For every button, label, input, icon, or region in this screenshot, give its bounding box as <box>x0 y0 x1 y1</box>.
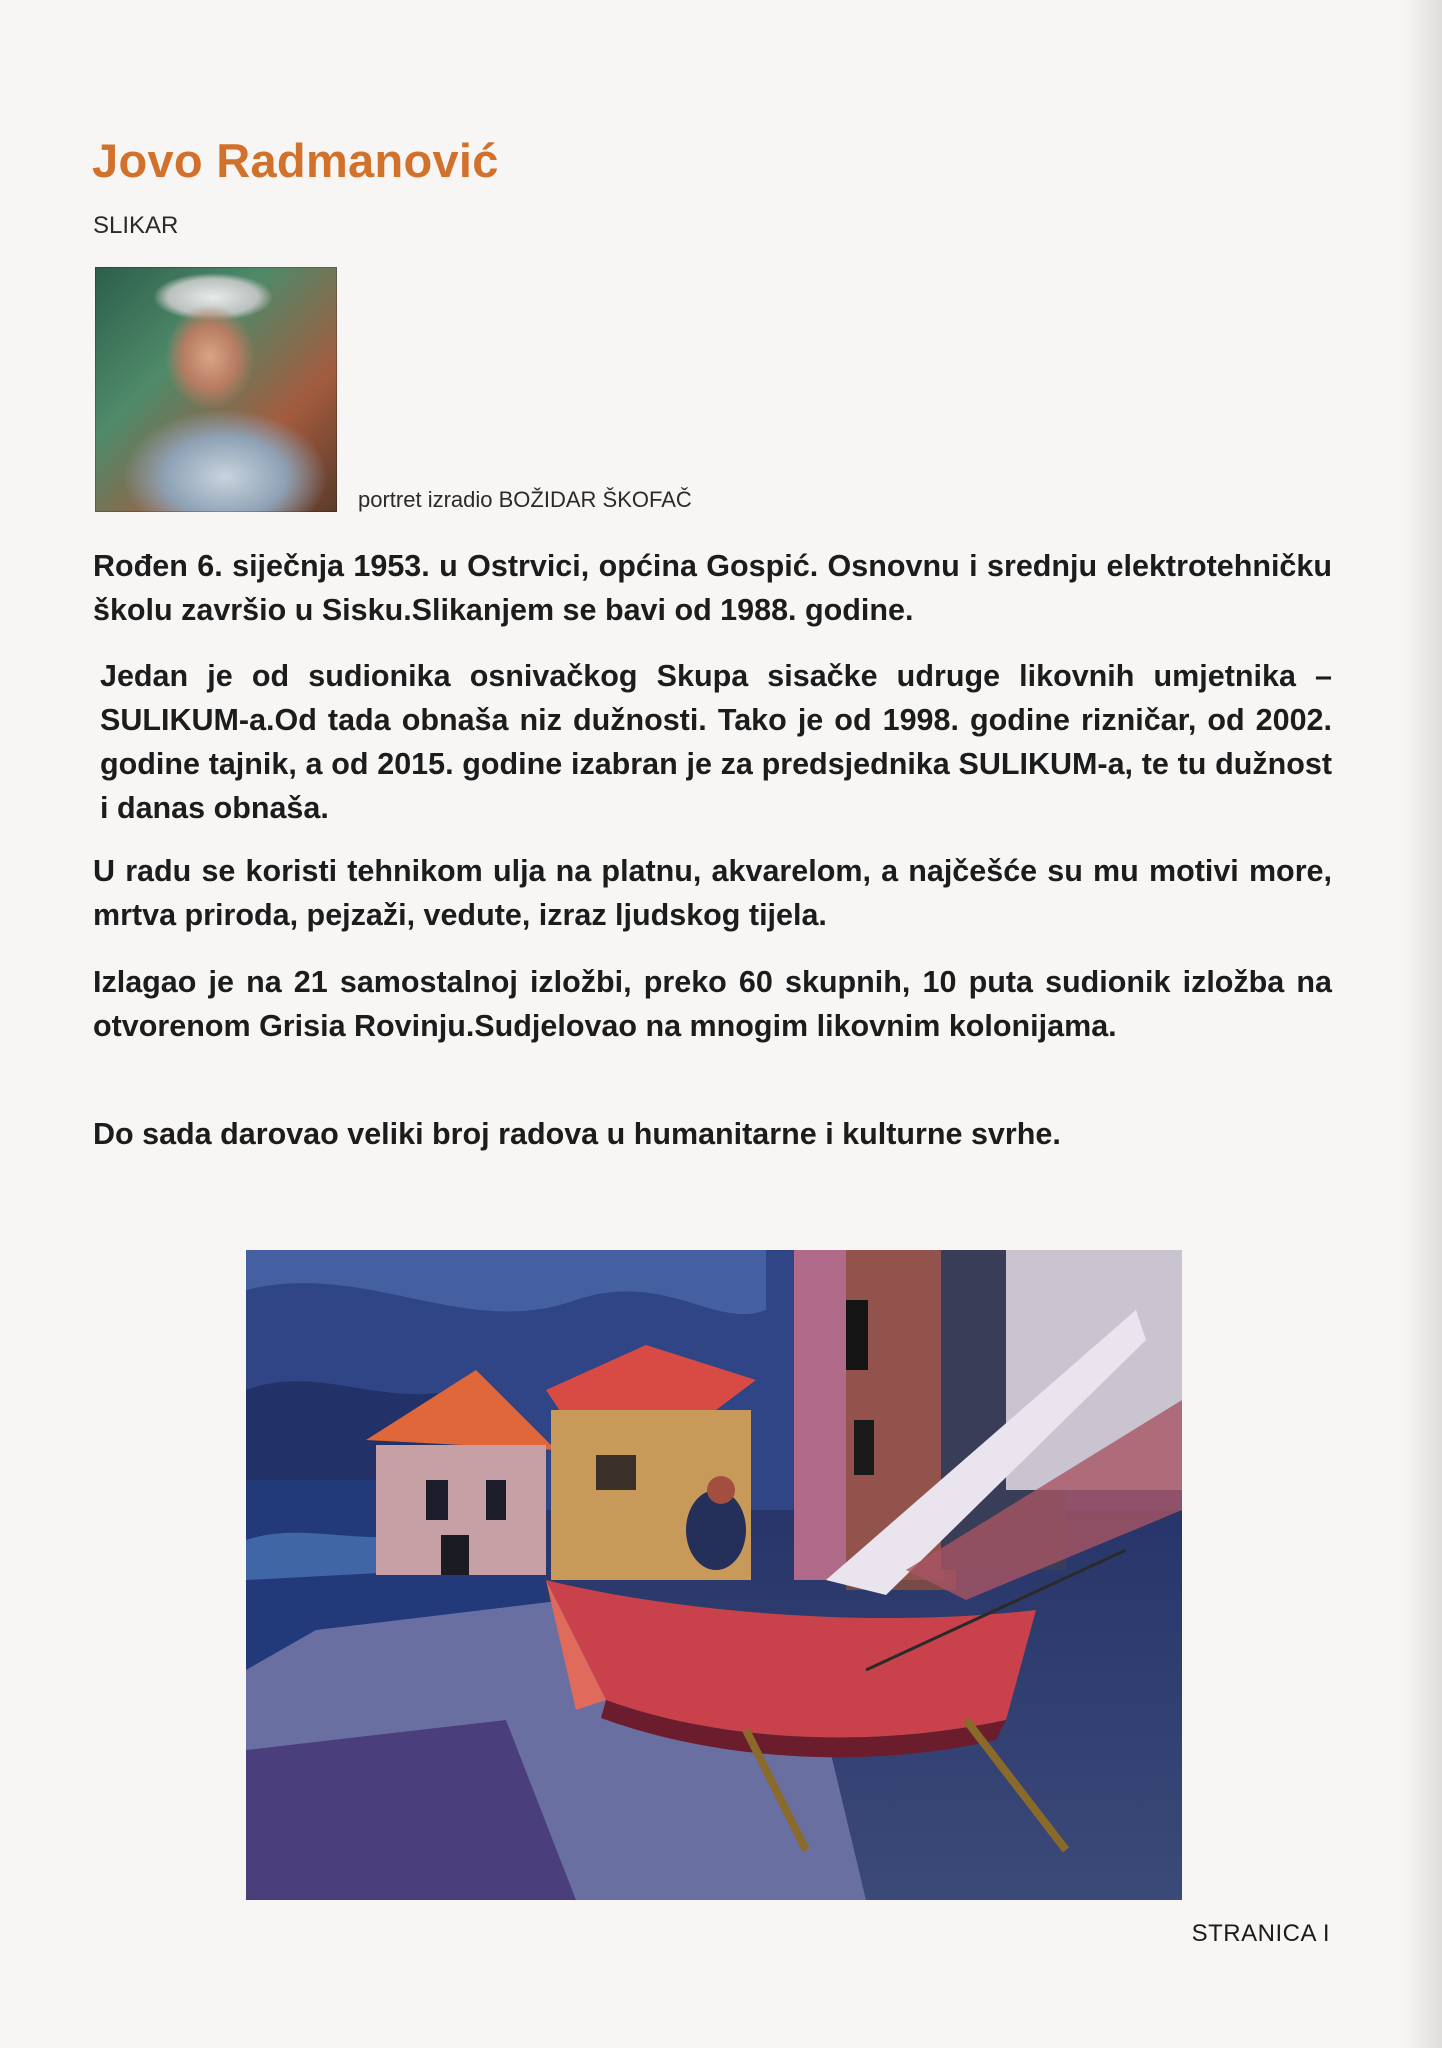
biography-paragraph-technique: U radu se koristi tehnikom ulja na platnu, akvarelom, a najčešće su mu motivi more, mrtva priroda, pejzaži, vedute, izraz ljudskog tijela. <box>93 854 1332 932</box>
artist-name-heading: Jovo Radmanović <box>92 134 499 187</box>
biography-paragraph-birth: Rođen 6. siječnja 1953. u Ostrvici, općina Gospić. Osnovnu i srednju elektrotehničku školu završio u Sisku.Slikanjem se bavi od 1988. godine. <box>93 549 1332 627</box>
portrait-caption: portret izradio BOŽIDAR ŠKOFAČ <box>358 487 692 512</box>
page-number: STRANICA I <box>1191 1920 1330 1947</box>
biography-paragraph-sulikum: Jedan je od sudionika osnivačkog Skupa sisačke udruge likovnih umjetnika – SULIKUM-a.Od tada obnaša niz dužnosti. Tako je od 1998. godine rizničar, od 2002. godine tajnik, a od 2015. godine izabran je za predsjednika SULIKUM-a, te tu dužnost i danas obnaša. <box>100 659 1332 825</box>
page-edge-shadow <box>1402 0 1442 2048</box>
artist-profession: SLIKAR <box>93 212 179 239</box>
harbor-boat-painting <box>246 1250 1182 1900</box>
artist-portrait-image <box>95 267 337 512</box>
biography-paragraph-donations: Do sada darovao veliki broj radova u humanitarne i kulturne svrhe. <box>93 1117 1061 1151</box>
biography-paragraph-exhibitions: Izlagao je na 21 samostalnoj izložbi, preko 60 skupnih, 10 puta sudionik izložba na otvorenom Grisia Rovinju.Sudjelovao na mnogim likovnim kolonijama. <box>93 965 1332 1043</box>
